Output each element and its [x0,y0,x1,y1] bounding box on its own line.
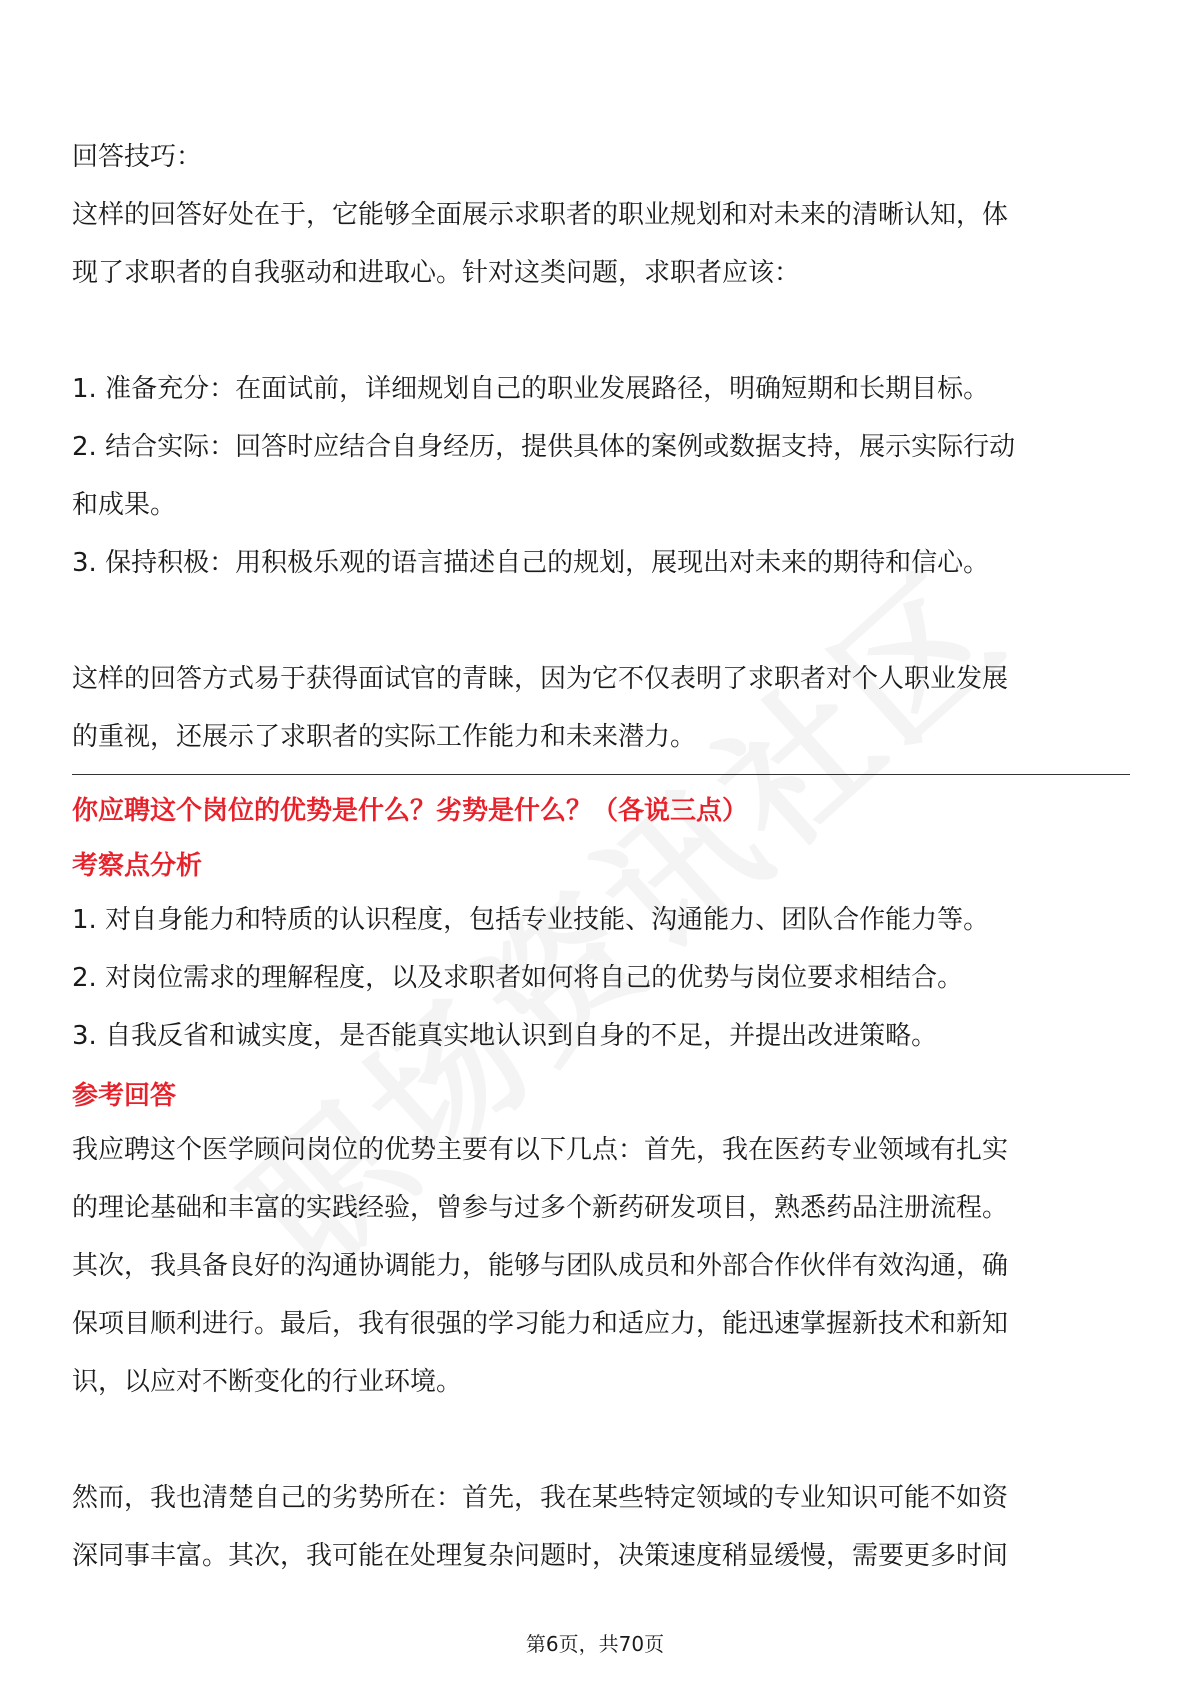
reference-line: 保项目顺利进行。最后，我有很强的学习能力和适应力，能迅速掌握新技术和新知 [72,1309,1009,1339]
reference-line: 深同事丰富。其次，我可能在处理复杂问题时，决策速度稍显缓慢，需要更多时间 [72,1541,1009,1571]
reference-paragraph-2 [72,1469,1118,1585]
tips-list [72,360,1118,592]
tips-list-item: 和成果。 [72,490,177,520]
tips-conclusion-line: 的重视，还展示了求职者的实际工作能力和未来潜力。 [72,722,697,752]
tips-list-item: 1. 准备充分：在面试前，详细规划自己的职业发展路径，明确短期和长期目标。 [72,374,990,404]
reference-line: 识，以应对不断变化的行业环境。 [72,1367,463,1397]
document-body [72,128,1118,1585]
reference-line: 然而，我也清楚自己的劣势所在：首先，我在某些特定领域的专业知识可能不如资 [72,1483,1009,1513]
analysis-list-item: 3. 自我反省和诚实度，是否能真实地认识到自身的不足，并提出改进策略。 [72,1021,938,1051]
tips-intro-line: 这样的回答好处在于，它能够全面展示求职者的职业规划和对未来的清晰认知，体 [72,200,1009,230]
tips-list-item: 3. 保持积极：用积极乐观的语言描述自己的规划，展现出对未来的期待和信心。 [72,548,990,578]
reference-line: 的理论基础和丰富的实践经验，曾参与过多个新药研发项目，熟悉药品注册流程。 [72,1193,1009,1223]
reference-paragraph-1 [72,1121,1118,1411]
tips-heading: 回答技巧： [72,142,203,172]
reference-line: 其次，我具备良好的沟通协调能力，能够与团队成员和外部合作伙伴有效沟通，确 [72,1251,1009,1281]
tips-intro [72,186,1118,302]
analysis-heading: 考察点分析 [72,851,203,881]
tips-list-item: 2. 结合实际：回答时应结合自身经历，提供具体的案例或数据支持，展示实际行动 [72,432,1016,462]
tips-intro-line: 现了求职者的自我驱动和进取心。针对这类问题，求职者应该： [72,258,801,288]
tips-conclusion-line: 这样的回答方式易于获得面试官的青睐，因为它不仅表明了求职者对个人职业发展 [72,664,1009,694]
analysis-list-item: 2. 对岗位需求的理解程度，以及求职者如何将自己的优势与岗位要求相结合。 [72,963,964,993]
analysis-list-item: 1. 对自身能力和特质的认识程度，包括专业技能、沟通能力、团队合作能力等。 [72,905,990,935]
reference-heading: 参考回答 [72,1081,177,1111]
reference-line: 我应聘这个医学顾问岗位的优势主要有以下几点：首先，我在医药专业领域有扎实 [72,1135,1009,1165]
section-divider [72,774,1130,775]
tips-conclusion [72,650,1118,766]
page-footer: 第6页，共70页 [525,1632,665,1656]
question-title: 你应聘这个岗位的优势是什么？劣势是什么？（各说三点） [72,796,749,826]
analysis-list [72,891,1118,1065]
